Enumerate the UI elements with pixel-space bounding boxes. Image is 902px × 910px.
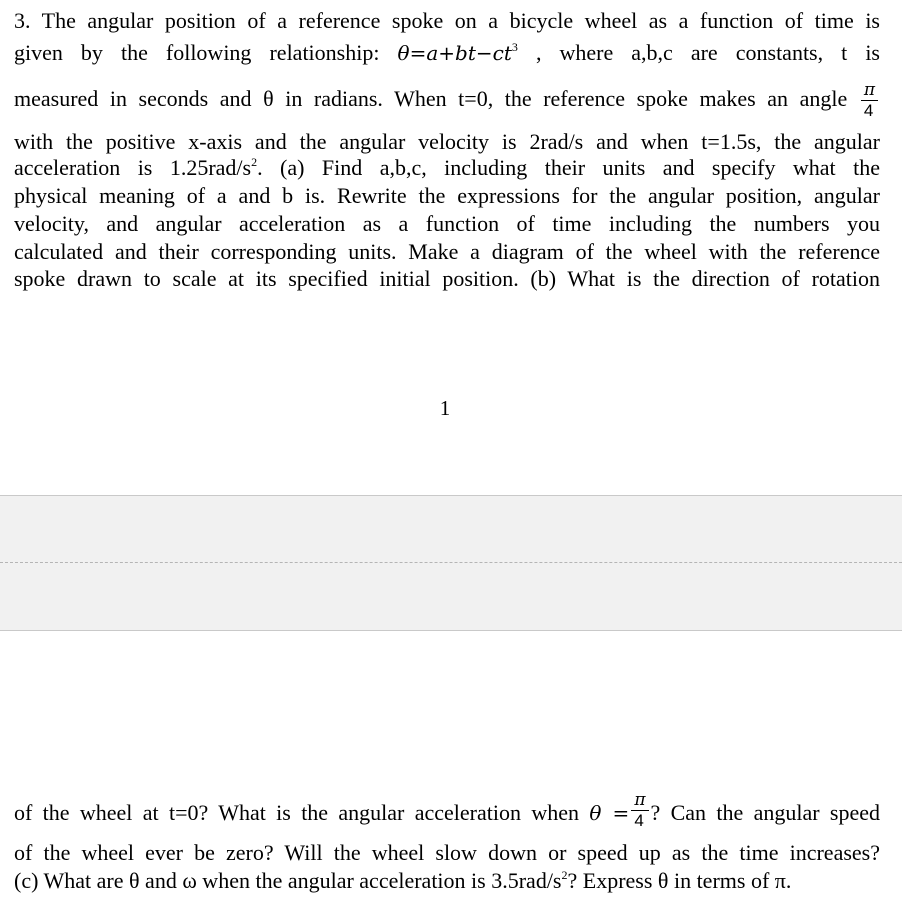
continuation-line-3-text: (c) What are θ and ω when the angular acceleration is 3.5rad/s bbox=[14, 868, 562, 893]
problem-line-3 bbox=[14, 80, 880, 121]
problem-line-9-text: spoke drawn to scale at its specified initial position. (b) What is the direction of rotation bbox=[14, 266, 880, 291]
eq-ct: ct bbox=[492, 41, 512, 65]
continuation-line-1-tail: ? Can the angular speed bbox=[650, 800, 881, 825]
angle-fraction bbox=[861, 80, 878, 121]
continuation-sup: 2 bbox=[561, 868, 568, 882]
continuation-line-3-tail: ? Express θ in terms of π. bbox=[567, 868, 792, 893]
eq-equals: = bbox=[409, 41, 427, 65]
eq-theta: θ bbox=[397, 41, 410, 65]
problem-line-6 bbox=[14, 183, 880, 209]
theta-fraction-num: π bbox=[631, 790, 648, 811]
continuation-line-3 bbox=[14, 868, 880, 894]
problem-line-2-text: given by the following relationship: bbox=[14, 40, 380, 65]
problem-line-8-text: calculated and their corresponding units. Make a diagram of the wheel with the reference bbox=[14, 239, 880, 264]
eq-minus: − bbox=[475, 41, 493, 65]
problem-line-7 bbox=[14, 211, 880, 237]
eq-plus: + bbox=[438, 41, 456, 65]
theta-fraction-den: 4 bbox=[634, 811, 644, 830]
problem-line-9 bbox=[14, 266, 880, 292]
page-break-gap bbox=[0, 495, 902, 631]
problem-line-1-text: 3. The angular position of a reference spoke on a bicycle wheel as a function of time is bbox=[14, 8, 880, 33]
problem-line-2 bbox=[14, 40, 880, 66]
eq-a: a bbox=[426, 41, 439, 65]
problem-line-5 bbox=[14, 155, 880, 181]
continuation-line-1 bbox=[14, 790, 880, 831]
problem-line-2-tail: , where a,b,c are constants, t is bbox=[535, 40, 880, 65]
continuation-line-1-text: of the wheel at t=0? What is the angular acceleration when bbox=[14, 800, 579, 825]
theta-fraction bbox=[631, 790, 648, 831]
position-equation bbox=[398, 40, 536, 65]
problem-line-7-text: velocity, and angular acceleration as a function of time including the numbers you bbox=[14, 211, 880, 236]
problem-line-4 bbox=[14, 129, 880, 155]
eq-exponent: 3 bbox=[511, 40, 518, 54]
problem-line-4-text: with the positive x-axis and the angular velocity is 2rad/s and when t=1.5s, the angular bbox=[14, 129, 880, 154]
page-number: 1 bbox=[439, 396, 451, 420]
problem-line-5-text: acceleration is 1.25rad/s bbox=[14, 155, 252, 180]
page-break-dashed-line bbox=[0, 562, 902, 563]
angle-fraction-num: π bbox=[861, 80, 878, 101]
eq-bt: bt bbox=[455, 41, 476, 65]
angle-fraction-den: 4 bbox=[863, 101, 874, 120]
problem-line-6-text: physical meaning of a and b is. Rewrite the expressions for the angular position, angular bbox=[14, 183, 880, 208]
continuation-line-2-text: of the wheel ever be zero? Will the wheel slow down or speed up as the time increases? bbox=[14, 840, 880, 865]
theta-equals: θ = bbox=[589, 801, 630, 825]
problem-line-3-text: measured in seconds and θ in radians. When t=0, the reference spoke makes an angle bbox=[14, 86, 848, 111]
continuation-line-2 bbox=[14, 840, 880, 866]
problem-line-8 bbox=[14, 239, 880, 265]
squared-sup: 2 bbox=[251, 155, 258, 169]
problem-line-1 bbox=[14, 8, 880, 34]
problem-line-5-tail: . (a) Find a,b,c, including their units and specify what the bbox=[257, 155, 880, 180]
